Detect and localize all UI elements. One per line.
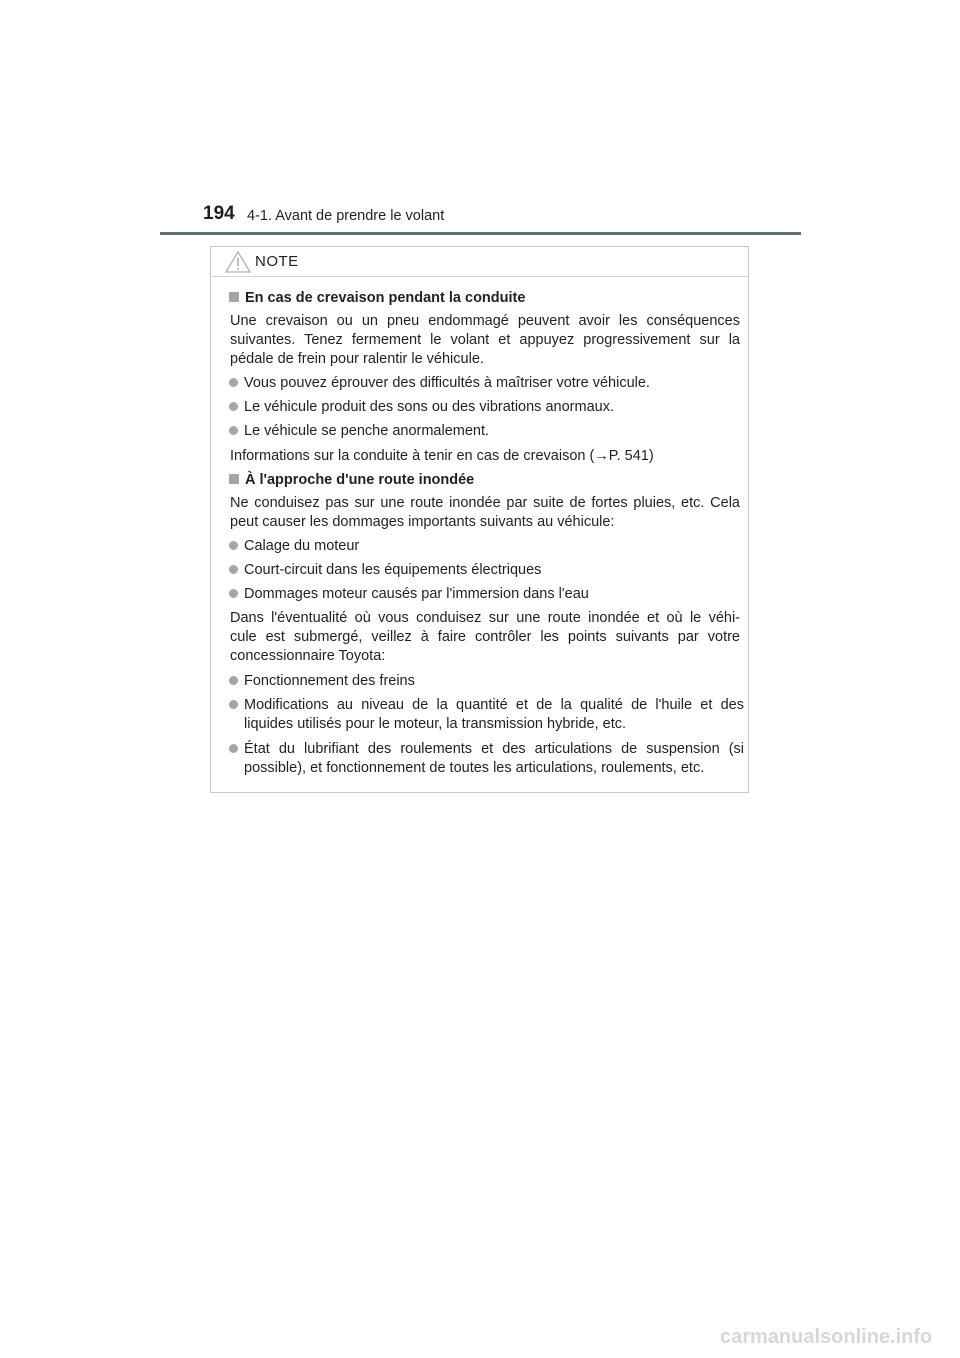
page-number: 194 [203,203,235,224]
bullet-icon [229,589,238,598]
note-box [210,246,749,793]
paragraph-line: Ne conduisez pas sur une route inondée par suite de fortes pluies, etc. Cela [230,495,740,511]
paragraph-line: peut causer les dommages importants suivants au véhicule: [230,514,615,530]
bullet-icon [229,378,238,387]
bullet-icon [229,744,238,753]
paragraph-line: suivantes. Tenez fermement le volant et appuyez progressivement sur la [230,332,740,348]
reference-line: Informations sur la conduite à tenir en cas de crevaison (→P. 541) [230,448,654,464]
list-item: Le véhicule produit des sons ou des vibrations anormaux. [229,398,614,416]
bullet-icon [229,426,238,435]
header-divider [160,232,801,235]
bullet-icon [229,565,238,574]
paragraph-line: Une crevaison ou un pneu endommagé peuvent avoir les conséquences [230,313,740,329]
list-item: Calage du moteur [229,537,359,555]
list-item-continuation: liquides utilisés pour le moteur, la transmission hybride, etc. [244,716,627,732]
page-header [0,0,960,240]
section-title: 4-1. Avant de prendre le volant [247,208,445,224]
paragraph-line: Dans l'éventualité où vous conduisez sur une route inondée et où le véhi- [230,610,740,626]
list-item: Dommages moteur causés par l'immersion dans l'eau [229,585,589,603]
list-item: Fonctionnement des freins [229,672,415,690]
note-label: NOTE [255,253,299,270]
bullet-icon [229,402,238,411]
list-item: Le véhicule se penche anormalement. [229,422,489,440]
paragraph-line: cule est submergé, veillez à faire contrôler les points suivants par votre [230,629,740,645]
warning-triangle-icon [225,251,251,273]
section-heading: En cas de crevaison pendant la conduite [229,289,525,307]
bullet-icon [229,700,238,709]
section-heading: À l'approche d'une route inondée [229,471,474,489]
watermark: carmanualsonline.info [720,1326,933,1348]
list-item-continuation: possible), et fonctionnement de toutes les articulations, roulements, etc. [244,760,705,776]
list-item: Vous pouvez éprouver des difficultés à maîtriser votre véhicule. [229,374,650,392]
list-item: Court-circuit dans les équipements électriques [229,561,541,579]
note-header [211,247,748,277]
list-item: État du lubrifiant des roulements et des articulations de suspension (si [229,740,744,758]
paragraph-line: concessionnaire Toyota: [230,648,386,664]
square-bullet-icon [229,474,239,484]
square-bullet-icon [229,292,239,302]
bullet-icon [229,676,238,685]
paragraph-line: pédale de frein pour ralentir le véhicule. [230,351,484,367]
list-item: Modifications au niveau de la quantité et de la qualité de l'huile et des [229,696,744,714]
bullet-icon [229,541,238,550]
